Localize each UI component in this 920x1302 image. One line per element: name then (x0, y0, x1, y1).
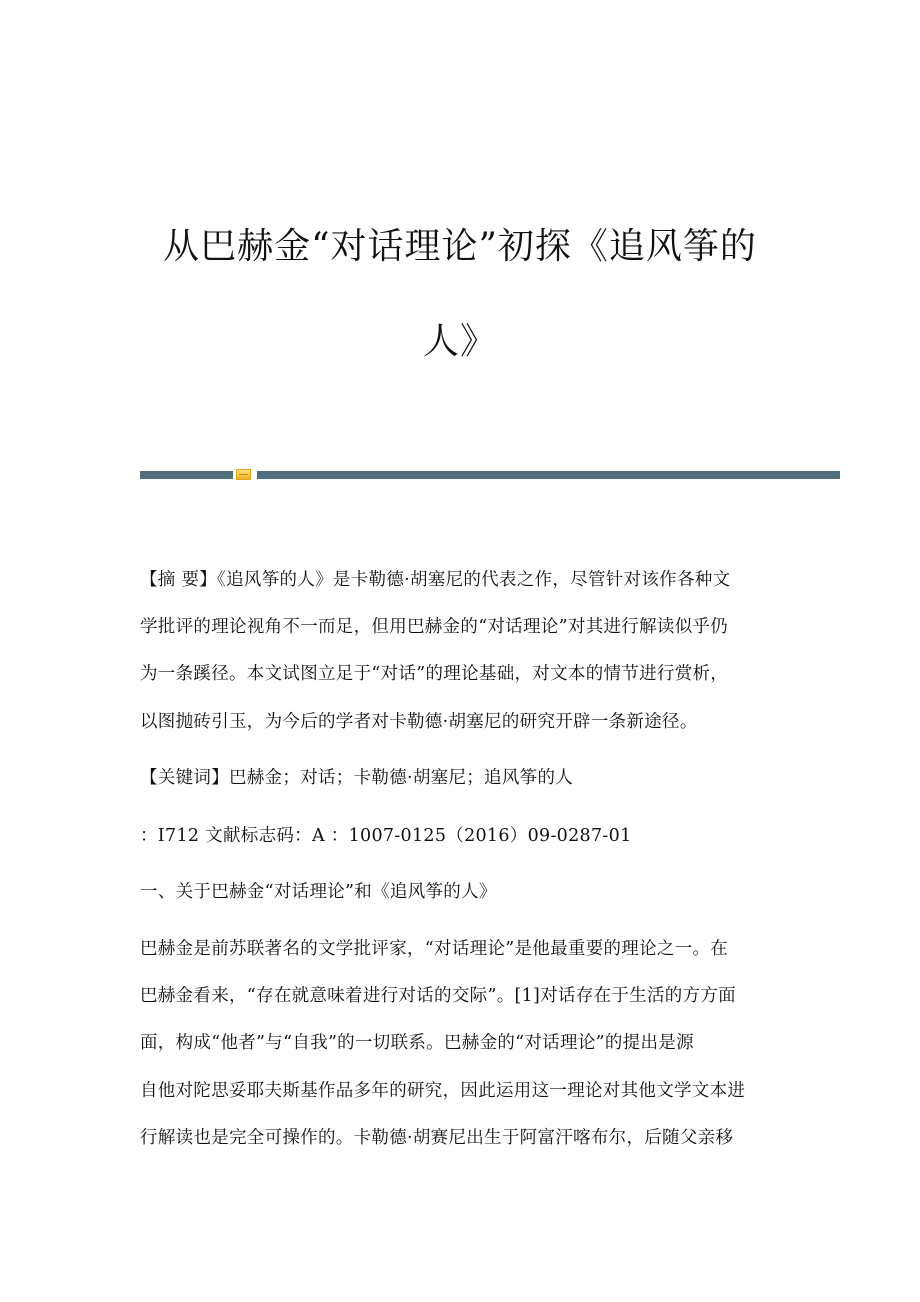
body-line: 巴赫金看来，“存在就意味着进行对话的交际”。[1]对话存在于生活的方方面 (140, 986, 736, 1006)
body-line: 巴赫金是前苏联著名的文学批评家，“对话理论”是他最重要的理论之一。在 (140, 939, 729, 959)
section-heading: 一、关于巴赫金“对话理论”和《追风筝的人》 (140, 882, 497, 902)
classification-codes: ：I712 文献标志码：A ：1007-0125（2016）09-0287-01 (140, 826, 632, 846)
envelope-icon (236, 469, 251, 480)
abstract-line: 【摘 要】《追风筝的人》是卡勒德·胡塞尼的代表之作，尽管针对该作各种文 (140, 570, 731, 590)
body-line: 自他对陀思妥耶夫斯基作品多年的研究，因此运用这一理论对其他文学文本进 (140, 1081, 746, 1101)
abstract-line: 为一条蹊径。本文试图立足于“对话”的理论基础，对文本的情节进行赏析， (140, 664, 729, 684)
body-line: 行解读也是完全可操作的。卡勒德·胡赛尼出生于阿富汗喀布尔，后随父亲移 (140, 1128, 734, 1148)
divider-left (140, 471, 233, 479)
document-title-line-1: 从巴赫金“对话理论”初探《追风筝的 (163, 226, 757, 267)
abstract-line: 以图抛砖引玉，为今后的学者对卡勒德·胡塞尼的研究开辟一条新途径。 (140, 712, 698, 732)
abstract-line: 学批评的理论视角不一而足，但用巴赫金的“对话理论”对其进行解读似乎仍 (140, 617, 729, 637)
document-title-line-2: 人》 (422, 321, 497, 362)
body-line: 面，构成“他者”与“自我”的一切联系。巴赫金的“对话理论”的提出是源 (140, 1033, 694, 1053)
keywords: 【关键词】巴赫金；对话；卡勒德·胡塞尼；追风筝的人 (140, 768, 574, 788)
divider-right (257, 471, 840, 479)
